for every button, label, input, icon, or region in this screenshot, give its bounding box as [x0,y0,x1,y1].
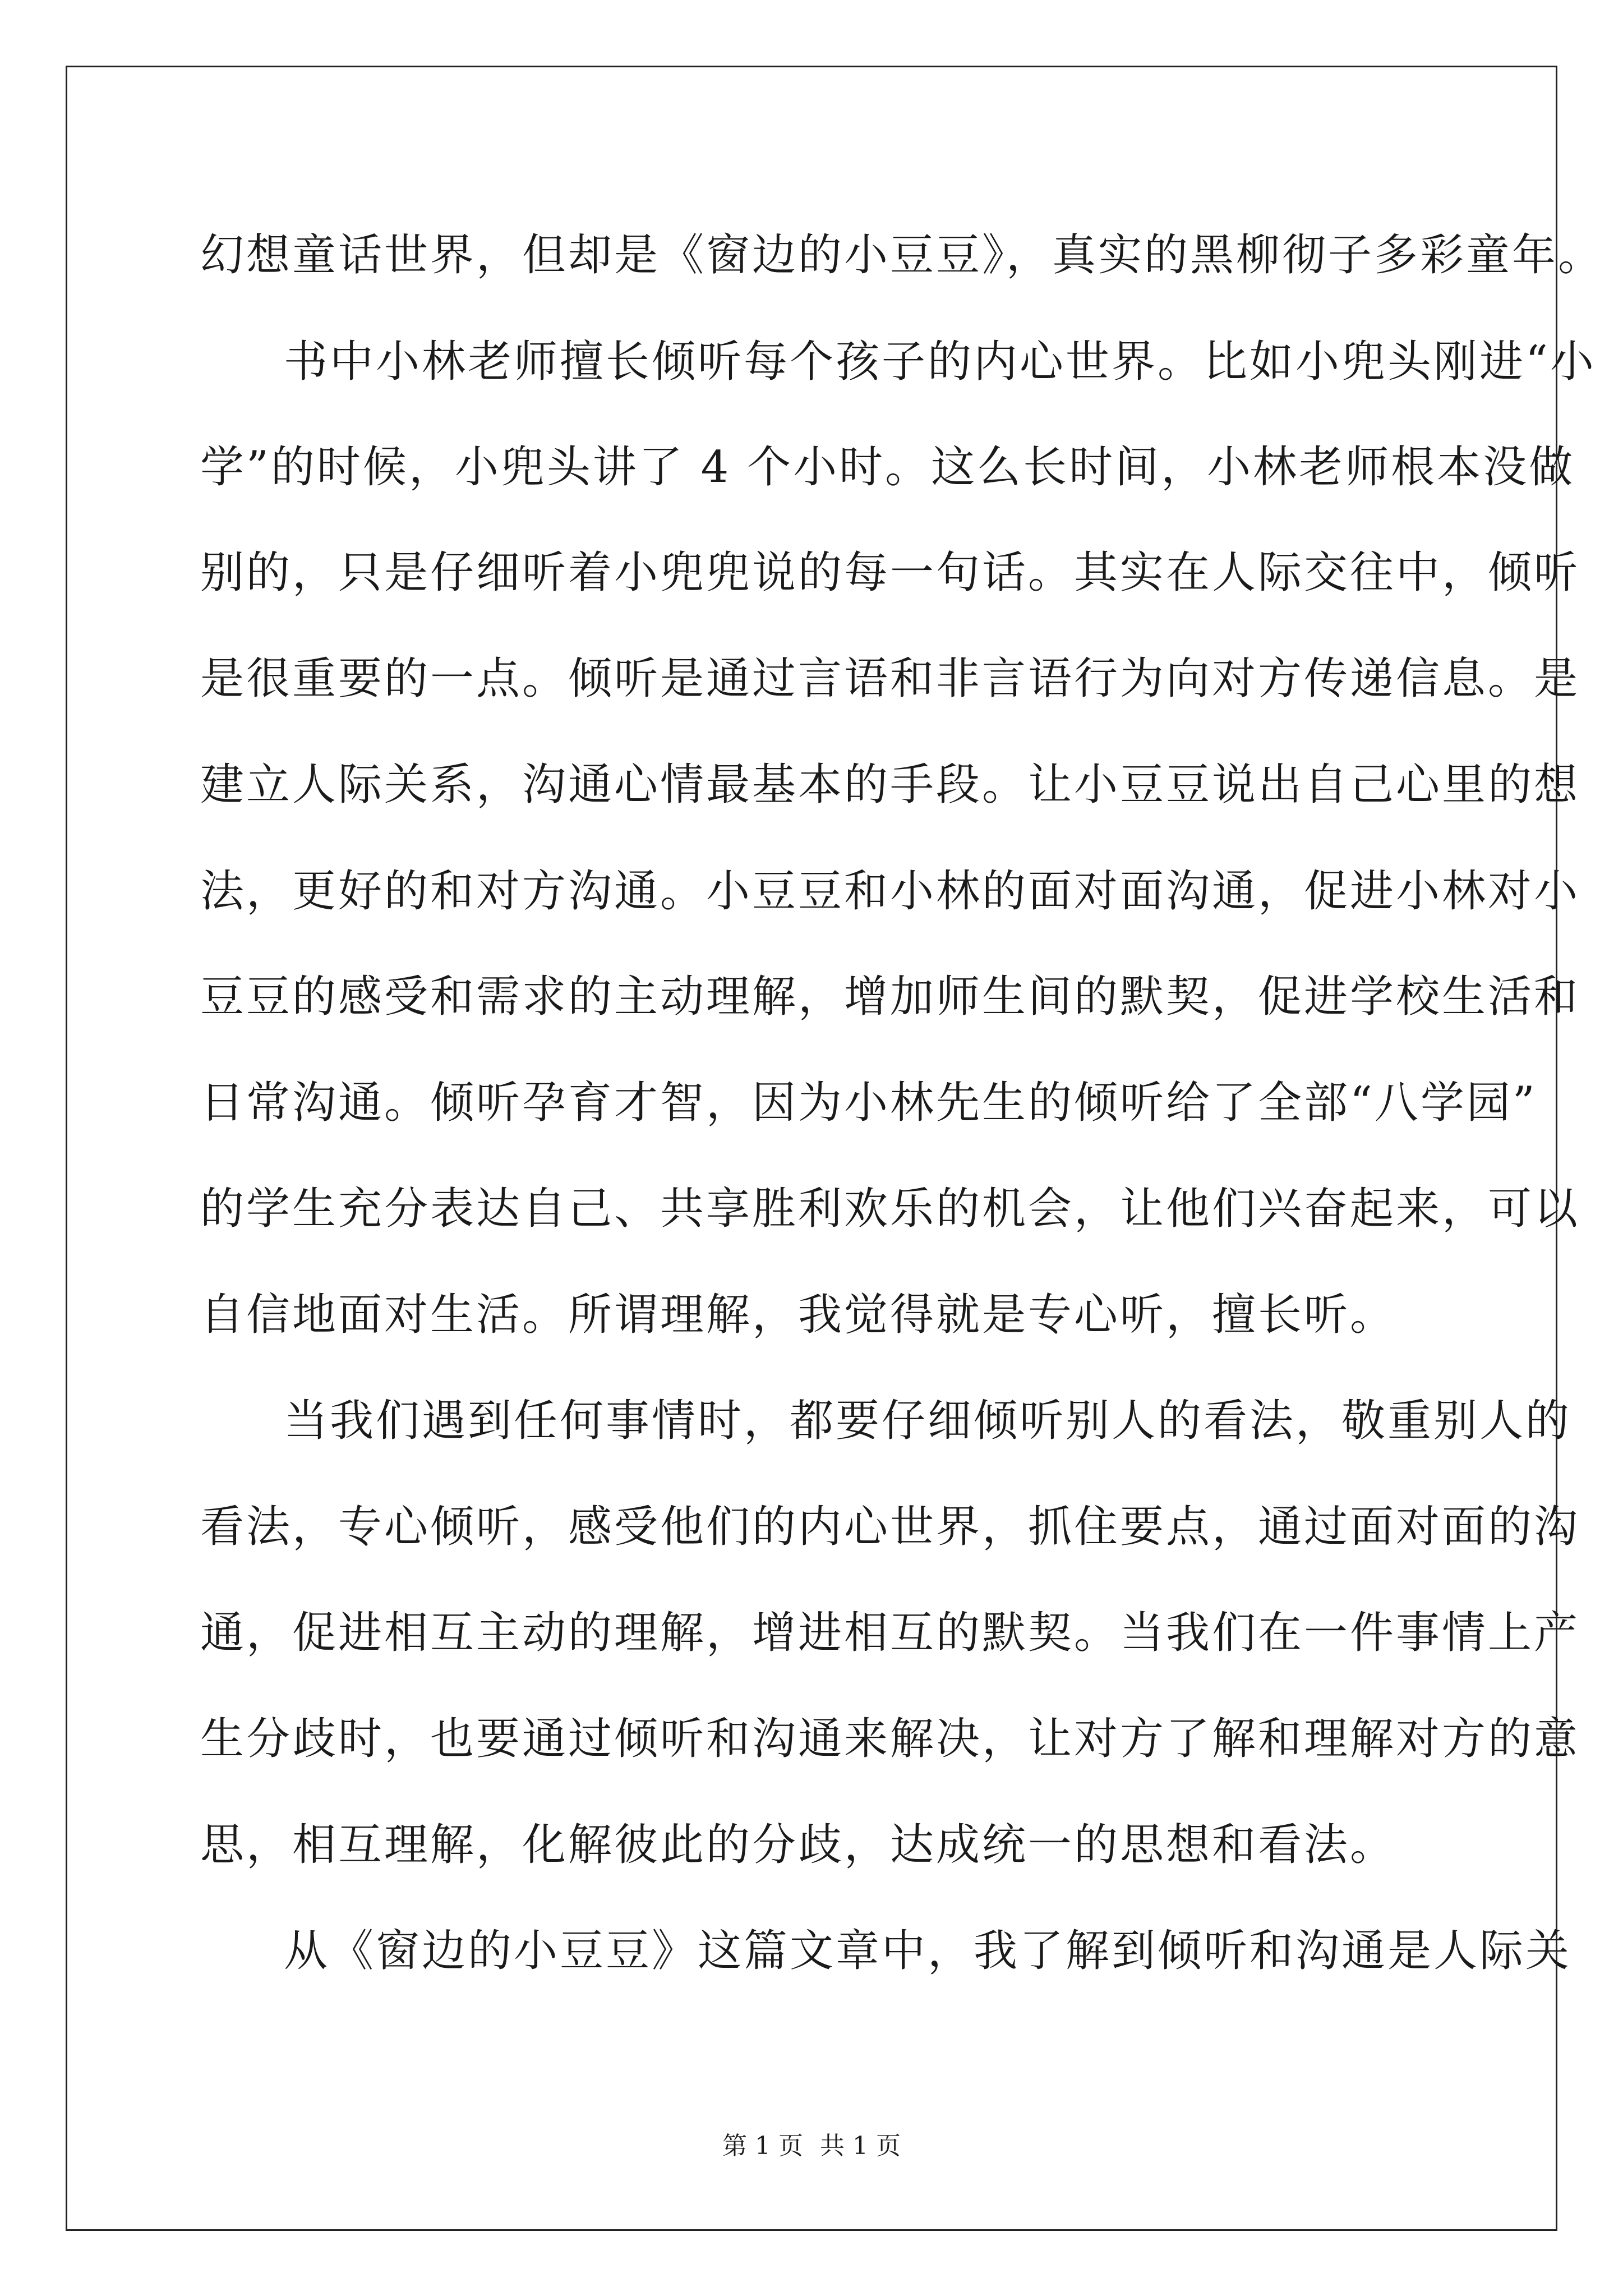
text-line: 豆豆的感受和需求的主动理解，增加师生间的默契，促进学校生活和 [200,972,1580,1022]
text-line: 看法，专心倾听，感受他们的内心世界，抓住要点，通过面对面的沟 [200,1502,1580,1552]
text-line: 建立人际关系，沟通心情最基本的手段。让小豆豆说出自己心里的想 [200,760,1580,810]
text-line: 的学生充分表达自己、共享胜利欢乐的机会，让他们兴奋起来，可以 [200,1184,1580,1234]
text-line: 自信地面对生活。所谓理解，我觉得就是专心听，擅长听。 [200,1290,1396,1340]
text-line: 思，相互理解，化解彼此的分歧，达成统一的思想和看法。 [200,1820,1396,1870]
text-line: 法，更好的和对方沟通。小豆豆和小林的面对面沟通，促进小林对小 [200,866,1580,917]
text-line: 从《窗边的小豆豆》这篇文章中，我了解到倾听和沟通是人际关 [284,1926,1572,1976]
text-line: 书中小林老师擅长倾听每个孩子的内心世界。比如小兜头刚进“小 [284,337,1596,387]
text-line: 幻想童话世界，但却是《窗边的小豆豆》，真实的黑柳彻子多彩童年。 [200,230,1604,280]
page-footer [0,2129,1623,2163]
text-line: 日常沟通。倾听孕育才智，因为小林先生的倾听给了全部“八学园” [200,1078,1537,1128]
text-line: 生分歧时，也要通过倾听和沟通来解决，让对方了解和理解对方的意 [200,1714,1580,1764]
text-line: 别的，只是仔细听着小兜兜说的每一句话。其实在人际交往中，倾听 [200,547,1580,598]
page-border [66,66,1557,2231]
text-line: 通，促进相互主动的理解，增进相互的默契。当我们在一件事情上产 [200,1608,1580,1658]
text-line: 学”的时候，小兜头讲了 4 个小时。这么长时间，小林老师根本没做 [200,442,1575,493]
page-total: 共 1 页 [820,2132,901,2160]
text-line: 是很重要的一点。倾听是通过言语和非言语行为向对方传递信息。是 [200,654,1580,704]
page-number: 第 1 页 [722,2132,803,2160]
text-line: 当我们遇到任何事情时，都要仔细倾听别人的看法，敬重别人的 [284,1396,1572,1446]
